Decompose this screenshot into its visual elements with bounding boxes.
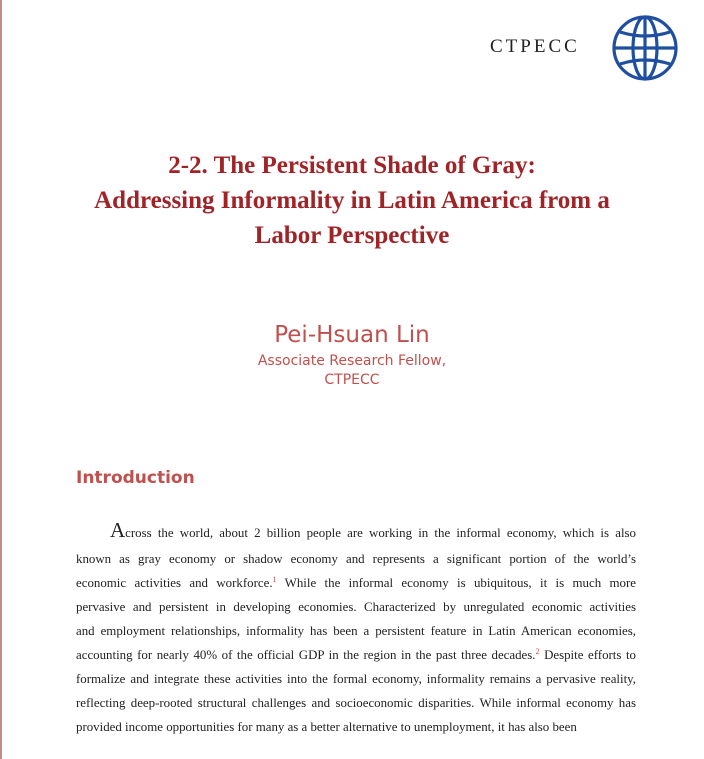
line-text: reflecting deep-rooted structural challenges and socioeconomic disparities. While informal economy has	[76, 696, 636, 710]
paragraph-line	[76, 691, 636, 715]
author-name: Pei-Hsuan Lin	[274, 322, 430, 348]
author-affiliation: CTPECC	[324, 372, 380, 388]
drop-cap: A	[110, 518, 126, 542]
title-line: Labor Perspective	[254, 222, 450, 249]
paragraph-line	[76, 619, 636, 643]
paragraph-line	[76, 571, 636, 595]
author-block	[0, 318, 704, 390]
paragraph-line	[76, 643, 636, 667]
body-paragraph	[76, 520, 636, 739]
line-text: formalize and integrate these activities into the formal economy, informality remains a pervasive reality,	[76, 672, 636, 686]
title-line: 2-2. The Persistent Shade of Gray:	[168, 152, 536, 179]
paragraph-line	[76, 595, 636, 619]
line-text: and employment relationships, informality has been a persistent feature in Latin American economies,	[76, 624, 636, 638]
paragraph-line	[76, 517, 636, 544]
line-text: known as gray economy or shadow economy and represents a significant portion of the world’s	[76, 552, 636, 566]
footnote-ref-1[interactable]: 1	[272, 575, 277, 584]
document-title	[40, 148, 664, 253]
author-position: Associate Research Fellow,	[257, 353, 447, 369]
paragraph-line	[76, 715, 636, 739]
paragraph-line	[76, 547, 636, 571]
line-text: accounting for nearly 40% of the official GDP in the region in the past three decades.	[76, 648, 536, 662]
globe-icon	[611, 14, 679, 82]
line-text: economic activities and workforce.	[76, 576, 273, 590]
line-text: cross the world, about 2 billion people are working in the informal economy, which is also	[125, 526, 636, 540]
line-text: provided income opportunities for many as a better alternative to unemployment, it has also been	[76, 720, 577, 734]
footnote-ref-2[interactable]: 2	[535, 647, 540, 656]
paragraph-line	[76, 667, 636, 691]
line-text: While the informal economy is ubiquitous, it is much more	[276, 576, 636, 590]
section-heading: Introduction	[76, 468, 195, 488]
line-text: pervasive and persistent in developing economies. Characterized by unregulated economic activities	[76, 600, 636, 614]
title-line: Addressing Informality in Latin America from a	[94, 187, 610, 214]
header-org-name: CTPECC	[490, 36, 580, 57]
line-text: Despite efforts to	[539, 648, 636, 662]
